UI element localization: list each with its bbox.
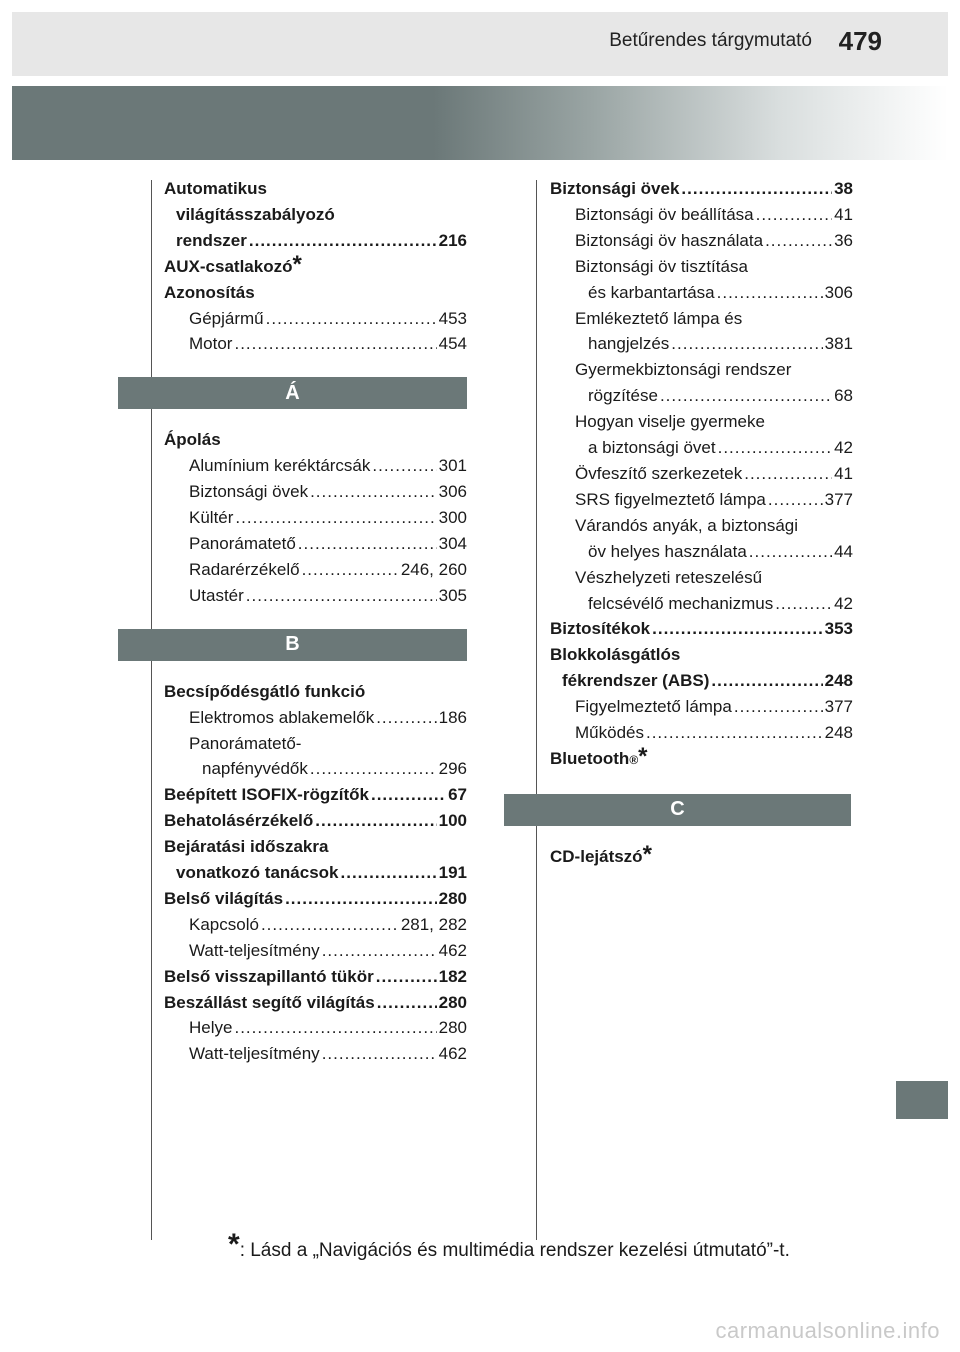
index-entry bbox=[164, 531, 467, 557]
entry-term: Biztonsági övek bbox=[189, 482, 309, 502]
index-entry bbox=[550, 616, 853, 642]
side-thumb-tab bbox=[896, 1081, 948, 1119]
entry-term: Beszállást segítő világítás bbox=[164, 992, 375, 1012]
entry-term: SRS figyelmeztető lámpa bbox=[575, 489, 766, 509]
entry-term: Alumínium keréktárcsák bbox=[189, 456, 371, 476]
entry-page-ref: 377 bbox=[824, 489, 853, 509]
entry-term: Behatolásérzékelő bbox=[164, 811, 314, 831]
entry-term: Beépített ISOFIX-rögzítők bbox=[164, 785, 369, 805]
index-entry bbox=[164, 938, 467, 964]
index-entry bbox=[550, 694, 853, 720]
index-entry bbox=[164, 306, 467, 332]
dot-leader bbox=[234, 1015, 436, 1041]
entry-page-ref: 353 bbox=[824, 619, 853, 639]
index-entry bbox=[550, 228, 853, 254]
entry-page-ref: 280 bbox=[438, 1018, 467, 1038]
entry-term: Watt-teljesítmény bbox=[189, 940, 320, 960]
entry-term: felcsévélő mechanizmus bbox=[588, 593, 774, 613]
entry-page-ref: 453 bbox=[438, 308, 467, 328]
index-column-right bbox=[550, 176, 853, 870]
entry-term: napfényvédők bbox=[202, 759, 308, 779]
dot-leader bbox=[234, 331, 436, 357]
entry-term: Becsípődésgátló funkció bbox=[164, 681, 366, 701]
entry-page-ref: 100 bbox=[438, 811, 467, 831]
registered-mark: ® bbox=[629, 752, 639, 767]
index-entry bbox=[550, 668, 853, 694]
index-entry bbox=[164, 479, 467, 505]
dot-leader bbox=[341, 860, 437, 886]
index-entry bbox=[164, 453, 467, 479]
entry-page-ref: 301 bbox=[438, 456, 467, 476]
dot-leader bbox=[768, 487, 823, 513]
index-entry bbox=[164, 990, 467, 1016]
dot-leader bbox=[285, 886, 437, 912]
dot-leader bbox=[376, 964, 437, 990]
entry-page-ref: 280 bbox=[438, 888, 467, 908]
entry-term: AUX-csatlakozó bbox=[164, 256, 293, 276]
entry-term: hangjelzés bbox=[588, 334, 670, 354]
dot-leader bbox=[302, 557, 399, 583]
index-entry bbox=[550, 720, 853, 746]
footnote-star-mark: * bbox=[642, 840, 652, 868]
index-entry bbox=[550, 642, 853, 668]
entry-page-ref: 42 bbox=[834, 593, 853, 613]
index-entry bbox=[550, 254, 853, 280]
entry-page-ref: 248 bbox=[824, 671, 853, 691]
entry-term: Gépjármű bbox=[189, 308, 264, 328]
entry-page-ref: 377 bbox=[824, 697, 853, 717]
entry-term: Biztonsági övek bbox=[550, 179, 680, 198]
page-number: 479 bbox=[838, 26, 882, 56]
entry-term: Bluetooth bbox=[550, 748, 630, 768]
index-entry bbox=[550, 383, 853, 409]
dot-leader bbox=[310, 756, 437, 782]
index-entry bbox=[164, 886, 467, 912]
entry-page-ref: 462 bbox=[438, 1044, 467, 1064]
index-column-left bbox=[164, 176, 467, 1067]
entry-term: Vészhelyzeti reteszelésű bbox=[575, 567, 763, 587]
letter-heading: Á bbox=[118, 377, 467, 409]
dot-leader bbox=[377, 990, 437, 1016]
entry-term: Azonosítás bbox=[164, 282, 255, 302]
index-entry bbox=[164, 860, 467, 886]
dot-leader bbox=[711, 668, 822, 694]
entry-page-ref: 454 bbox=[438, 334, 467, 354]
dot-leader bbox=[765, 228, 832, 254]
entry-term: Belső visszapillantó tükör bbox=[164, 966, 374, 986]
index-entry bbox=[550, 539, 853, 565]
entry-page-ref: 304 bbox=[438, 533, 467, 553]
entry-term: világításszabályozó bbox=[176, 204, 335, 224]
entry-term: rendszer bbox=[176, 230, 247, 250]
entry-term: Motor bbox=[189, 334, 233, 354]
entry-term: CD-lejátszó bbox=[550, 846, 643, 866]
index-entry bbox=[550, 202, 853, 228]
index-entry bbox=[164, 250, 467, 280]
index-entry bbox=[164, 679, 467, 705]
section-title: Betűrendes tárgymutató bbox=[609, 30, 812, 51]
footnote-star: * bbox=[228, 1228, 240, 1261]
letter-heading: B bbox=[118, 629, 467, 661]
index-entry bbox=[164, 202, 467, 228]
watermark: carmanualsonline.info bbox=[715, 1318, 940, 1343]
footnote-text: : Lásd a „Navigációs és multimédia rendszer kezelési útmutató”-t. bbox=[239, 1240, 790, 1261]
dot-leader bbox=[298, 531, 437, 557]
entry-term: Panorámatető- bbox=[189, 733, 302, 753]
entry-term: Övfeszítő szerkezetek bbox=[575, 463, 743, 483]
dot-leader bbox=[734, 694, 823, 720]
index-entry bbox=[164, 834, 467, 860]
entry-term: Várandós anyák, a biztonsági bbox=[575, 515, 799, 535]
entry-page-ref: 182 bbox=[438, 966, 467, 986]
index-entry bbox=[550, 331, 853, 357]
entry-page-ref: 191 bbox=[438, 863, 467, 883]
dot-leader bbox=[681, 176, 832, 202]
entry-term: Helye bbox=[189, 1018, 233, 1038]
index-entry bbox=[164, 505, 467, 531]
footnote bbox=[228, 1228, 790, 1262]
index-entry bbox=[550, 409, 853, 435]
dot-leader bbox=[246, 583, 437, 609]
index-entry bbox=[550, 840, 853, 870]
dot-leader bbox=[266, 306, 437, 332]
entry-page-ref: 305 bbox=[438, 585, 467, 605]
index-entry bbox=[550, 357, 853, 383]
dot-leader bbox=[756, 202, 832, 228]
entry-term: Emlékeztető lámpa és bbox=[575, 308, 743, 328]
index-entry bbox=[164, 557, 467, 583]
index-entry bbox=[550, 513, 853, 539]
index-entry bbox=[164, 912, 467, 938]
index-entry bbox=[164, 705, 467, 731]
index-entry bbox=[550, 565, 853, 591]
index-entry bbox=[164, 427, 467, 453]
entry-term: és karbantartása bbox=[588, 282, 715, 302]
entry-page-ref: 38 bbox=[834, 179, 853, 198]
entry-page-ref: 462 bbox=[438, 940, 467, 960]
entry-page-ref: 281, 282 bbox=[400, 914, 467, 934]
entry-page-ref: 306 bbox=[824, 282, 853, 302]
footnote-star-mark: * bbox=[638, 742, 648, 770]
entry-term: Bejáratási időszakra bbox=[164, 837, 329, 857]
entry-page-ref: 67 bbox=[448, 785, 467, 805]
index-entry bbox=[164, 228, 467, 254]
dot-leader bbox=[646, 720, 823, 746]
entry-page-ref: 68 bbox=[834, 386, 853, 406]
index-entry bbox=[550, 461, 853, 487]
entry-term: fékrendszer (ABS) bbox=[562, 671, 710, 691]
dot-leader bbox=[718, 435, 832, 461]
entry-term: Kapcsoló bbox=[189, 914, 259, 934]
dot-leader bbox=[660, 383, 832, 409]
entry-term: Watt-teljesítmény bbox=[189, 1044, 320, 1064]
entry-term: Panorámatető bbox=[189, 533, 296, 553]
entry-term: Biztosítékok bbox=[550, 619, 651, 639]
entry-term: vonatkozó tanácsok bbox=[176, 863, 339, 883]
index-entry bbox=[164, 808, 467, 834]
column-divider-left bbox=[151, 180, 152, 1240]
index-entry bbox=[550, 280, 853, 306]
entry-page-ref: 41 bbox=[834, 204, 853, 224]
entry-term: öv helyes használata bbox=[588, 541, 747, 561]
dot-leader bbox=[322, 1041, 437, 1067]
entry-term: Automatikus bbox=[164, 179, 267, 198]
dot-leader bbox=[371, 782, 446, 808]
entry-page-ref: 248 bbox=[824, 723, 853, 743]
dot-leader bbox=[749, 539, 832, 565]
entry-term: Utastér bbox=[189, 585, 244, 605]
dot-leader bbox=[372, 453, 436, 479]
index-entry bbox=[550, 435, 853, 461]
entry-term: Ápolás bbox=[164, 430, 221, 450]
entry-term: Biztonsági öv tisztítása bbox=[575, 256, 748, 276]
index-entry bbox=[550, 591, 853, 617]
dot-leader bbox=[717, 280, 823, 306]
dot-leader bbox=[249, 228, 437, 254]
index-entry bbox=[550, 487, 853, 513]
dot-leader bbox=[322, 938, 437, 964]
index-entry bbox=[164, 1041, 467, 1067]
dot-leader bbox=[376, 705, 436, 731]
entry-page-ref: 42 bbox=[834, 438, 853, 458]
entry-page-ref: 306 bbox=[438, 482, 467, 502]
entry-term: Radarérzékelő bbox=[189, 559, 300, 579]
dot-leader bbox=[235, 505, 436, 531]
header-banner bbox=[12, 86, 948, 160]
entry-page-ref: 41 bbox=[834, 463, 853, 483]
index-entry bbox=[164, 731, 467, 757]
entry-page-ref: 246, 260 bbox=[400, 559, 467, 579]
entry-term: rögzítése bbox=[588, 386, 658, 406]
dot-leader bbox=[671, 331, 822, 357]
dot-leader bbox=[261, 912, 399, 938]
dot-leader bbox=[652, 616, 822, 642]
entry-page-ref: 280 bbox=[438, 992, 467, 1012]
entry-term: Blokkolásgátlós bbox=[550, 645, 681, 665]
entry-page-ref: 44 bbox=[834, 541, 853, 561]
entry-term: Gyermekbiztonsági rendszer bbox=[575, 360, 792, 380]
index-entry bbox=[164, 583, 467, 609]
index-entry bbox=[550, 176, 853, 202]
entry-term: a biztonsági övet bbox=[588, 438, 716, 458]
index-entry bbox=[164, 1015, 467, 1041]
entry-term: Működés bbox=[575, 723, 644, 743]
entry-page-ref: 186 bbox=[438, 707, 467, 727]
entry-term: Kültér bbox=[189, 508, 234, 528]
dot-leader bbox=[775, 591, 832, 617]
entry-term: Biztonsági öv használata bbox=[575, 230, 764, 250]
index-entry bbox=[550, 742, 853, 774]
dot-leader bbox=[744, 461, 832, 487]
letter-heading: C bbox=[504, 794, 851, 826]
entry-page-ref: 36 bbox=[834, 230, 853, 250]
footnote-star-mark: * bbox=[292, 250, 302, 278]
entry-term: Hogyan viselje gyermeke bbox=[575, 412, 765, 432]
entry-page-ref: 300 bbox=[438, 508, 467, 528]
entry-term: Figyelmeztető lámpa bbox=[575, 697, 732, 717]
index-entry bbox=[164, 280, 467, 306]
dot-leader bbox=[310, 479, 437, 505]
index-entry bbox=[164, 782, 467, 808]
column-divider-middle bbox=[536, 180, 537, 1240]
index-entry bbox=[164, 176, 467, 202]
dot-leader bbox=[315, 808, 436, 834]
index-entry bbox=[550, 306, 853, 332]
entry-page-ref: 216 bbox=[438, 230, 467, 250]
index-entry bbox=[164, 964, 467, 990]
entry-term: Biztonsági öv beállítása bbox=[575, 204, 754, 224]
entry-term: Belső világítás bbox=[164, 888, 284, 908]
entry-page-ref: 296 bbox=[438, 759, 467, 779]
entry-term: Elektromos ablakemelők bbox=[189, 707, 375, 727]
entry-page-ref: 381 bbox=[824, 334, 853, 354]
index-entry bbox=[164, 756, 467, 782]
index-entry bbox=[164, 331, 467, 357]
